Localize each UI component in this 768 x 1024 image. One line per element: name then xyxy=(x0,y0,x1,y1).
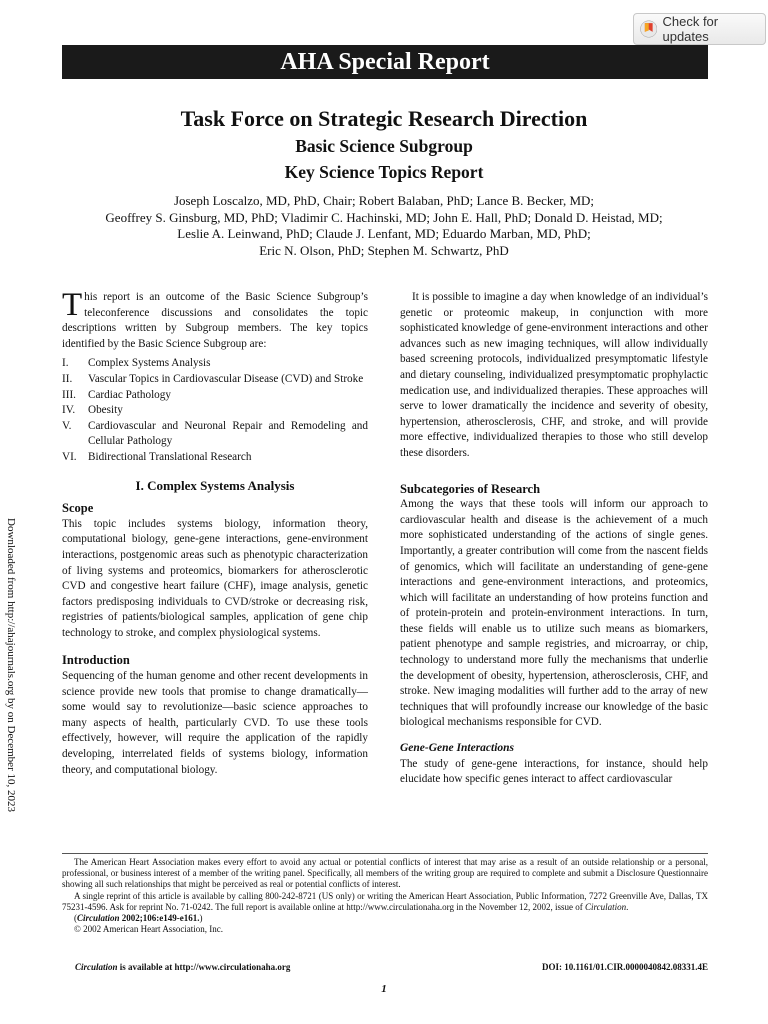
scope-heading: Scope xyxy=(62,501,94,516)
topic-number: IV. xyxy=(62,404,76,417)
article-subtitle-1: Basic Science Subgroup xyxy=(295,136,473,156)
doi-label: DOI: 10.1161/01.CIR.0000040842.08331.4E xyxy=(541,962,708,972)
page-number: 1 xyxy=(381,983,387,995)
citation-line: (Circulation 2002;106:e149-e161.) xyxy=(74,913,203,924)
gene-gene-heading: Gene-Gene Interactions xyxy=(400,742,515,755)
drop-cap: T xyxy=(62,287,83,323)
list-item xyxy=(62,372,368,388)
copyright-line: © 2002 American Heart Association, Inc. xyxy=(74,924,224,935)
topic-number: II. xyxy=(62,372,73,385)
topic-text: Bidirectional Translational Research xyxy=(88,450,252,463)
introduction-paragraph: Sequencing of the human genome and other recent developments in science provide new tools that promise to change dramatically—some would say to revolutionize—basic science approaches to many aspects of health, particularly CVD. To use these tools effectively, however, will require the application of the rapidly developing, interrelated fields of systems biology, information theory, and computational biology. xyxy=(62,670,368,776)
check-for-updates-button[interactable] xyxy=(633,13,766,45)
list-item xyxy=(62,419,368,450)
journal-availability: Circulation is available at http://www.circulationaha.org xyxy=(75,962,291,972)
author-line: Geoffrey S. Ginsburg, MD, PhD; Vladimir C. Hachinski, MD; John E. Hall, PhD; Donald D. Heistad, MD; xyxy=(105,209,663,225)
subcategories-heading: Subcategories of Research xyxy=(400,481,541,496)
reprint-note: A single reprint of this article is available by calling 800-242-8721 (US only) or writing the American Heart Association, Public Information, 7272 Greenville Ave, Dallas, TX 75231-4596. Ask for reprint No. 71-0242. The full report is available online at http://www.circulationaha.org in the November 12, 2002, issue of Circulation. xyxy=(62,890,708,912)
author-line: Eric N. Olson, PhD; Stephen M. Schwartz, PhD xyxy=(259,242,509,258)
section-banner: AHA Special Report xyxy=(62,45,708,79)
topic-number: V. xyxy=(62,419,72,432)
topic-text: Cardiac Pathology xyxy=(88,388,171,401)
footnotes xyxy=(62,857,708,935)
topic-text: Complex Systems Analysis xyxy=(88,357,211,370)
topic-list xyxy=(62,356,368,465)
list-item xyxy=(62,450,368,466)
list-item xyxy=(62,403,368,419)
scope-paragraph: This topic includes systems biology, information theory, computational biology, gene-gene interactions, gene-environment interactions, postgenomic areas such as phenotypic characterization of living systems and proteomics, biomarkers for atherosclerotic CVD and congestive heart failure (CHF), image analysis, genetic factors predisposing individuals to CVD/stroke or decreasing risk, registries of patients/biological samples, application of gene chip technology to stroke, and complex physiological systems. xyxy=(62,517,368,639)
topic-number: I. xyxy=(62,357,69,370)
topic-text: Cardiovascular and Neuronal Repair and Remodeling and Cellular Pathology xyxy=(88,419,368,448)
author-list xyxy=(40,193,728,259)
article-subtitle-2: Key Science Topics Report xyxy=(284,162,484,182)
left-column xyxy=(62,287,368,778)
list-item xyxy=(62,388,368,404)
download-watermark: Downloaded from http://ahajournals.org by on December 10, 2023 xyxy=(5,518,17,812)
subcategories-paragraph: Among the ways that these tools will inform our approach to cardiovascular health and disease is the achievement of a much more sophisticated understanding of the actions of single genes. Importantly, a greater contribution will come from the nascent fields of genomics, which will facilitate an understanding of gene-gene interactions and gene-environment interactions, and proteomics, which will facilitate an understanding of how proteins function and of protein-protein and protein-environment interactions. In turn, these fields will enable us to utilize such means as biomarkers, patient phenotype and sample registries, and microarray, or chip, technology to understand more fully the mechanisms that underlie the development of obesity, hypertension, atherosclerosis, CHF, and stroke. New imaging modalities will further add to the array of new techniques that will profoundly increase our knowledge of the basic biological mechanisms responsible for CVD. xyxy=(400,498,708,729)
author-line: Leslie A. Leinwand, PhD; Claude J. Lenfant, MD; Eduardo Marban, MD, PhD; xyxy=(177,226,591,241)
page-footer xyxy=(75,962,708,972)
right-column xyxy=(400,290,708,788)
gene-gene-paragraph: The study of gene-gene interactions, for instance, should help elucidate how specific genes interact to affect cardiovascular xyxy=(400,757,708,786)
intro-paragraph: This report is an outcome of the Basic Science Subgroup’s teleconference discussions and consolidates the topic descriptions written by Subgroup members. The key topics identified by the Basic Science Subgroup are: xyxy=(62,287,368,350)
author-line: Joseph Loscalzo, MD, PhD, Chair; Robert Balaban, PhD; Lance B. Becker, MD; xyxy=(173,193,595,208)
crossmark-icon xyxy=(640,20,657,38)
vision-paragraph: It is possible to imagine a day when knowledge of an individual’s genetic or proteomic makeup, in conjunction with more sophisticated knowledge of gene-environment interactions and other advances such as new imaging techniques, will allow individually based screening protocols, individualized presymptomatic lifestyle and dietary counseling, individualized presymptomatic prophylactic medication use, and individualized therapies. These approaches will serve to lower dramatically the incidence and severity of obesity, hypertension, atherosclerosis, CHF, and stroke, and will provide more effective, individualized therapies to those who still develop these disorders. xyxy=(400,291,708,459)
section-heading: I. Complex Systems Analysis xyxy=(135,477,295,493)
footnote-divider xyxy=(62,853,708,854)
introduction-heading: Introduction xyxy=(62,653,130,668)
topic-text: Vascular Topics in Cardiovascular Disease (CVD) and Stroke xyxy=(88,372,364,385)
article-title: Task Force on Strategic Research Direction xyxy=(180,106,588,131)
list-item xyxy=(62,356,368,372)
topic-number: III. xyxy=(62,388,76,401)
check-for-updates-label: Check for updates xyxy=(662,14,719,44)
topic-number: VI. xyxy=(62,450,77,463)
conflict-of-interest-note: The American Heart Association makes every effort to avoid any actual or potential conflicts of interest that may arise as a result of an outside relationship or a personal, professional, or business interest of a member of the writing panel. Specifically, all members of the writing group are required to complete and submit a Disclosure Questionnaire showing all such relationships that might be perceived as real or potential conflicts of interest. xyxy=(62,857,708,890)
topic-text: Obesity xyxy=(88,404,123,417)
